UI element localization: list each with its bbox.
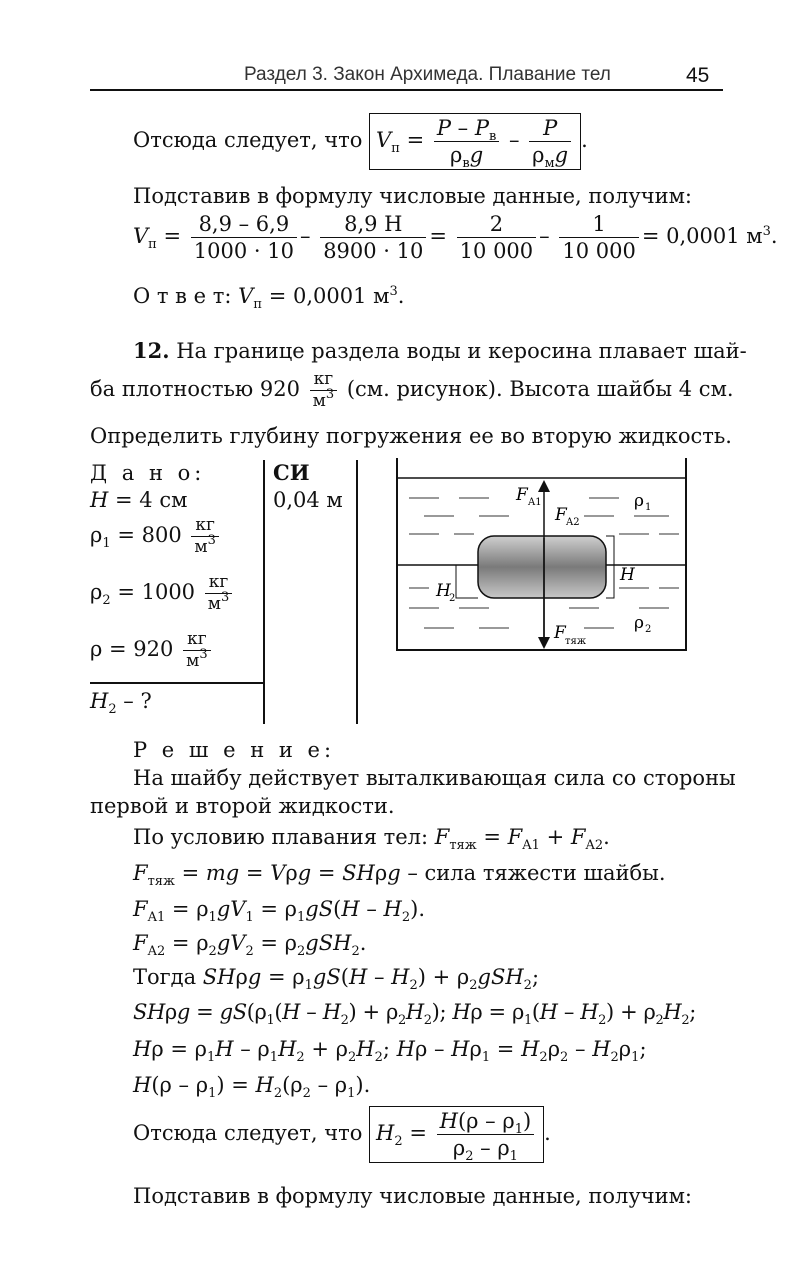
podstaviv-text-1: Подставив в формулу числовые данные, получим: — [133, 184, 693, 208]
problem-text-2b: (см. рисунок). Высота шайбы 4 см. — [346, 377, 734, 401]
formula-line-vp: Отсюда следует, что $V_п$ = $\frac{P - P_в}{\rho_вg}$ – $\frac{P}{\rho_мg}$ . — [133, 113, 588, 170]
given-find: $H_2$ – ? — [90, 689, 152, 717]
solution-line-3: По условию плавания тел: $F_{тяж} = F_{A1} + F_{A2}$. — [133, 825, 610, 853]
answer-label: О т в е т: — [133, 284, 232, 308]
formula-line-h2: Отсюда следует, что $H_2$ = $\frac{H(\rho - \rho_1)}{\rho_2 - \rho_1}$ . — [133, 1106, 551, 1163]
solution-line-5: $F_{A1} = \rho_1gV_1 = \rho_1gS(H - H_2)$. — [133, 897, 426, 925]
solution-label: Р е ш е н и е: — [133, 738, 336, 762]
given-h: H = 4 см — [90, 488, 188, 512]
given-divider — [90, 682, 264, 684]
problem-line-1 — [133, 338, 747, 364]
header-rule — [90, 89, 723, 91]
calc-den-2: 8900 · 10 — [323, 239, 424, 263]
problem-line-2: ба плотностью 920 $\frac{кг}{м^3}$ (см. рисунок). Высота шайбы 4 см. — [90, 369, 734, 411]
calc-den-1: 1000 · 10 — [193, 239, 294, 263]
solution-line-7: Тогда $SH\rho g = \rho_1gS(H - H_2) + \rho_2gSH_2$; — [133, 965, 540, 993]
given-vertical-line-2 — [356, 460, 358, 724]
solution-line-4: $F_{тяж}$ = mg = Vρg = SHρg – сила тяжести шайбы. — [133, 861, 666, 889]
podstaviv-text-2: Подставив в формулу числовые данные, получим: — [133, 1184, 693, 1208]
given-rho: ρ = 920 $\frac{кг}{м^3}$ — [90, 630, 214, 671]
calc-num-3: 2 — [457, 212, 536, 238]
svg-text:2: 2 — [449, 593, 456, 604]
fa2-label: F — [555, 505, 567, 525]
si-label: СИ — [273, 460, 310, 485]
problem-text-2a: ба плотностью 920 — [90, 377, 300, 401]
problem-number: 12. — [133, 338, 170, 363]
calc-num-2: 8,9 Н — [320, 212, 426, 238]
fraction: $\frac{P}{\rho_мg}$ — [529, 116, 571, 167]
svg-text:1: 1 — [645, 502, 652, 513]
h2-label: H — [436, 581, 451, 601]
fa1-label: F — [516, 485, 528, 505]
solution-line-6: $F_{A2} = \rho_2gV_2 = \rho_2gSH_2$. — [133, 931, 367, 959]
calc-num-1: 8,9 – 6,9 — [191, 212, 297, 238]
given-h-si: 0,04 м — [273, 488, 343, 512]
svg-text:2: 2 — [645, 624, 652, 635]
boxed-formula-h2: $H_2$ = $\frac{H(\rho - \rho_1)}{\rho_2 - \rho_1}$ — [369, 1106, 544, 1163]
page-number: 45 — [686, 64, 710, 87]
given-rho2: $\rho_2 = 1000$ $\frac{кг}{м^3}$ — [90, 573, 235, 614]
calc-den-4: 10 000 — [562, 239, 636, 263]
svg-text:A1: A1 — [528, 497, 542, 508]
answer-line: О т в е т: $V_п = 0,0001$ $м^3$. — [133, 284, 405, 312]
calc-num-4: 1 — [559, 212, 638, 238]
rho1-label: ρ — [634, 491, 644, 511]
h-label: H — [620, 565, 635, 585]
otsyuda-text-1: Отсюда следует, что — [133, 128, 363, 152]
given-label: Д а н о: — [90, 461, 206, 485]
given-vertical-line-1 — [263, 460, 265, 724]
unit-num: кг — [310, 370, 338, 391]
unit-den: м — [312, 391, 326, 411]
washer — [478, 536, 606, 598]
calc-line: $V_п$ = $\frac{8,9 - 6,9}{1000 \cdot 10}$ – $\frac{8,9 Н}{8900 \cdot 10}$ = $\frac{2}{10 000}$ – $\frac{1}{10 000}$ = 0,0001 $м^3$. — [133, 212, 778, 263]
ftyazh-label: F — [554, 623, 566, 643]
running-header: Раздел 3. Закон Архимеда. Плавание тел — [244, 64, 611, 85]
solution-line-9: $H\rho = \rho_1H - \rho_1H_2 + \rho_2H_2$; $H\rho - H\rho_1 = H_2\rho_2 - H_2\rho_1$; — [133, 1037, 647, 1065]
svg-text:тяж: тяж — [565, 636, 587, 647]
solution-line-1: На шайбу действует выталкивающая сила со стороны — [133, 766, 736, 790]
answer-value: = 0,0001 м — [268, 284, 390, 308]
calc-result: = 0,0001 м — [641, 224, 763, 248]
given-rho1: $\rho_1 = 800$ $\frac{кг}{м^3}$ — [90, 516, 222, 557]
fraction: $\frac{P - P_в}{\rho_вg}$ — [434, 116, 499, 167]
svg-text:A2: A2 — [566, 517, 580, 528]
solution-line-2: первой и второй жидкости. — [90, 794, 395, 818]
washer-figure — [394, 458, 690, 658]
solution-line-8: $SH\rho g = gS(\rho_1(H - H_2) + \rho_2H_2)$; $H\rho = \rho_1(H - H_2) + \rho_2H_2$; — [133, 1000, 696, 1028]
otsyuda-text-2: Отсюда следует, что — [133, 1121, 363, 1145]
problem-text-1: На границе раздела воды и керосина плавает шай- — [176, 339, 747, 363]
solution-line-10: $H(\rho - \rho_1) = H_2(\rho_2 - \rho_1)$. — [133, 1073, 371, 1101]
problem-text-3: Определить глубину погружения ее во вторую жидкость. — [90, 424, 732, 448]
boxed-formula-vp: $V_п$ = $\frac{P - P_в}{\rho_вg}$ – $\frac{P}{\rho_мg}$ — [369, 113, 581, 170]
rho2-label: ρ — [634, 613, 644, 633]
calc-den-3: 10 000 — [459, 239, 534, 263]
